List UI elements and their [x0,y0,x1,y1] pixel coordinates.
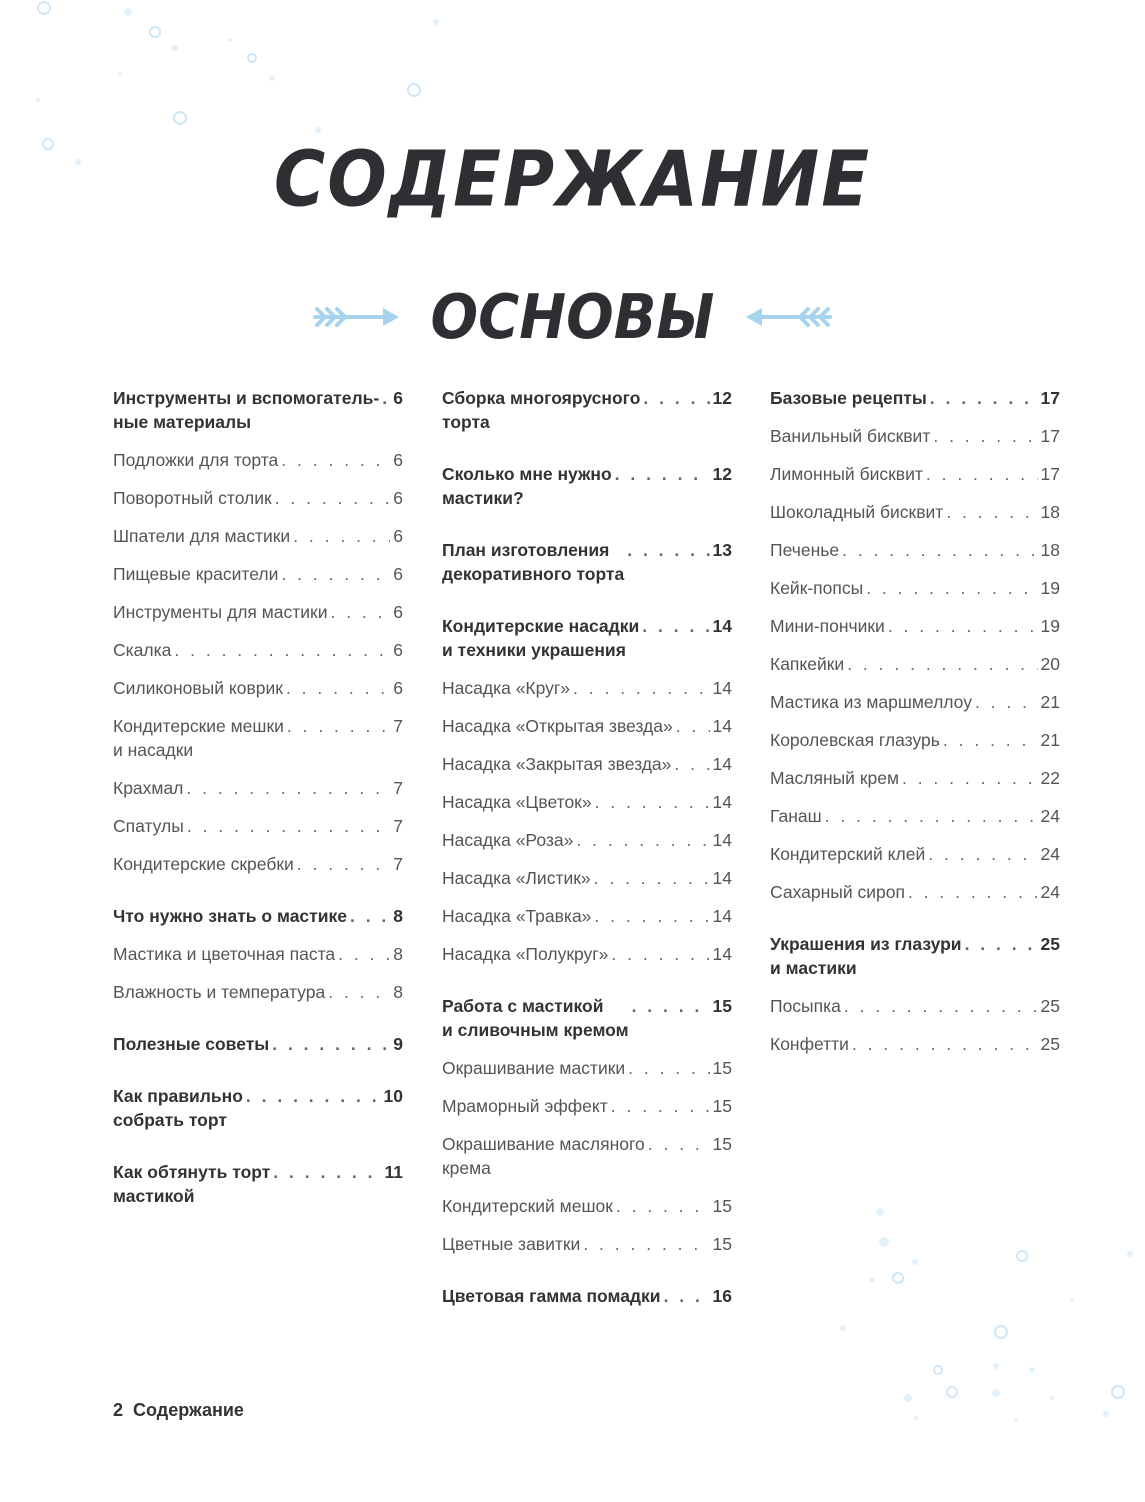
toc-entry-title: Скалка [113,640,172,660]
dot-leader [328,980,390,1004]
toc-entry-page: 6 [393,388,403,408]
dot-leader [943,728,1038,752]
toc-entry [113,852,403,876]
toc-entry-page: 24 [1040,882,1060,902]
dot-leader [287,714,390,738]
dot-leader [930,386,1038,410]
dot-leader [273,1160,381,1184]
toc-entry [113,942,403,966]
toc-entry-page: 15 [712,1058,732,1078]
toc-entry [442,1094,732,1118]
toc-entry-title: Кондитерские насадки и техники украшения [442,616,640,660]
toc-entry-page: 14 [712,868,732,888]
toc-entry [770,652,1060,676]
toc-entry [113,486,403,510]
toc-entry-title: Что нужно знать о мастике [113,906,347,926]
toc-entry-page: 24 [1040,844,1060,864]
arrow-right-icon [311,305,401,329]
dot-leader [583,1232,709,1256]
toc-entry-title: План изготовления декоративного торта [442,540,625,584]
dot-leader [648,1132,710,1156]
toc-entry-page: 8 [393,906,403,926]
dot-leader [286,676,390,700]
dot-leader [888,614,1038,638]
toc-entry-title: Ванильный бисквит [770,426,931,446]
dot-leader [975,690,1038,714]
toc-entry [442,1232,732,1256]
dot-leader [902,766,1038,790]
toc-entry-title: Королевская глазурь [770,730,940,750]
toc-entry-title: Инструменты для мастики [113,602,328,622]
toc-entry-title: Как правильно собрать торт [113,1086,243,1130]
page-number: 2 [113,1400,124,1420]
toc-entry-page: 8 [393,982,403,1002]
dot-leader [825,804,1038,828]
toc-entry-page: 7 [393,854,403,874]
toc-entry [442,1284,732,1308]
toc-entry-page: 19 [1040,578,1060,598]
toc-entry-page: 15 [712,1196,732,1216]
dot-leader [576,828,709,852]
toc-entry-page: 18 [1040,540,1060,560]
toc-entry [113,776,403,800]
toc-entry-title: Силиконовый коврик [113,678,283,698]
toc-entry [770,932,1060,980]
toc-entry [113,904,403,928]
dot-leader [186,776,390,800]
dot-leader [674,752,709,776]
toc-entry-title: Печенье [770,540,840,560]
dot-leader [908,880,1038,904]
toc-entry [113,638,403,662]
dot-leader [246,1084,381,1108]
toc-entry-page: 20 [1040,654,1060,674]
toc-entry [113,1084,403,1132]
toc-entry [770,766,1060,790]
toc-entry-page: 15 [712,1096,732,1116]
toc-entry [770,1032,1060,1056]
toc-entry-title: Подложки для торта [113,450,279,470]
toc-entry-title: Сколько мне нужно мастики? [442,464,612,508]
toc-entry-title: Полезные советы [113,1034,270,1054]
toc-entry [113,1160,403,1208]
toc-entry-title: Как обтянуть торт мастикой [113,1162,271,1206]
dot-leader [933,424,1037,448]
toc-entry-title: Кондитерские мешки и насадки [113,716,284,760]
dot-leader [281,448,390,472]
toc-entry-page: 7 [393,778,403,798]
toc-entry-page: 24 [1040,806,1060,826]
toc-entry-title: Капкейки [770,654,845,674]
toc-entry-page: 12 [712,464,732,484]
toc-entry-page: 10 [383,1086,403,1106]
toc-entry-page: 15 [712,1134,732,1154]
toc-entry-page: 18 [1040,502,1060,522]
toc-entry [442,676,732,700]
toc-entry-page: 25 [1040,934,1060,954]
toc-entry-title: Влажность и температура [113,982,326,1002]
dot-leader [174,638,390,662]
toc-entry-page: 12 [712,388,732,408]
dot-leader [676,714,710,738]
toc-entry [113,1032,403,1056]
toc-entry-page: 16 [712,1286,732,1306]
toc-entry-title: Кондитерский мешок [442,1196,613,1216]
toc-entry [442,386,732,434]
page-title: СОДЕРЖАНИЕ [273,133,872,225]
dot-leader [350,904,390,928]
toc-entry [113,524,403,548]
dot-leader [595,790,710,814]
toc-entry-page: 14 [712,716,732,736]
toc-entry [770,994,1060,1018]
toc-entry-title: Насадка «Круг» [442,678,571,698]
toc-entry [442,828,732,852]
toc-entry-page: 15 [712,996,732,1016]
toc-entry-title: Ганаш [770,806,822,826]
toc-entry-title: Окрашивание масляного крема [442,1134,645,1178]
toc-entry-title: Цветные завитки [442,1234,581,1254]
dot-leader [594,866,710,890]
toc-entry-title: Кейк-попсы [770,578,864,598]
toc-entry-page: 14 [712,754,732,774]
toc-entry-page: 14 [712,944,732,964]
dot-leader [928,842,1037,866]
toc-entry-title: Масляный крем [770,768,899,788]
toc-entry-title: Лимонный бисквит [770,464,923,484]
toc-entry-page: 17 [1040,388,1060,408]
toc-entry [442,752,732,776]
toc-entry-title: Пищевые красители [113,564,279,584]
toc-entry [113,448,403,472]
dot-leader [632,994,710,1018]
toc-entry [770,462,1060,486]
footer-label: Содержание [133,1400,244,1420]
toc-entry [113,676,403,700]
toc-entry-page: 14 [712,792,732,812]
toc-entry [442,614,732,662]
toc-entry [442,538,732,586]
toc-entry-title: Насадка «Открытая звезда» [442,716,673,736]
dot-leader [628,1056,709,1080]
toc-entry-title: Окрашивание мастики [442,1058,626,1078]
dot-leader [594,904,709,928]
dot-leader [926,462,1038,486]
toc-entry [770,424,1060,448]
toc-entry-page: 6 [393,678,403,698]
toc-entry-page: 17 [1040,464,1060,484]
toc-entry [442,994,732,1042]
toc-entry-page: 14 [712,830,732,850]
toc-entry-title: Сборка многоярусного торта [442,388,641,432]
dot-leader [611,1094,710,1118]
dot-leader [297,852,390,876]
toc-entry [770,804,1060,828]
toc-entry-page: 25 [1040,996,1060,1016]
toc-entry-page: 14 [712,616,732,636]
toc-entry-page: 19 [1040,616,1060,636]
toc-entry-title: Базовые рецепты [770,388,927,408]
toc-entry-page: 6 [393,564,403,584]
toc-entry-title: Украшения из глазури и мастики [770,934,962,978]
toc-entry [442,790,732,814]
toc-entry [770,386,1060,410]
toc-entry-title: Насадка «Травка» [442,906,592,926]
dot-leader [275,486,391,510]
toc-entry-page: 6 [393,450,403,470]
dot-leader [330,600,390,624]
toc-entry-title: Инструменты и вспомогатель- ные материалы [113,388,380,432]
toc-entry-page: 15 [712,1234,732,1254]
toc-entry-title: Кондитерские скребки [113,854,294,874]
toc-entry-page: 22 [1040,768,1060,788]
arrow-left-icon [744,305,834,329]
toc-entry [113,980,403,1004]
toc-entry [770,500,1060,524]
toc-entry-title: Насадка «Роза» [442,830,574,850]
toc-column-2 [442,386,732,1322]
toc-entry-title: Насадка «Листик» [442,868,591,888]
toc-entry-title: Насадка «Закрытая звезда» [442,754,672,774]
toc-entry [113,714,403,762]
dot-leader [844,994,1038,1018]
toc-entry-title: Мастика и цветочная паста [113,944,336,964]
toc-entry [770,842,1060,866]
toc-entry-title: Конфетти [770,1034,849,1054]
toc-entry [770,614,1060,638]
toc-entry [442,1194,732,1218]
toc-entry-title: Цветовая гамма помадки [442,1286,661,1306]
toc-entry-page: 9 [393,1034,403,1054]
toc-entry-title: Насадка «Полукруг» [442,944,609,964]
toc-entry-title: Поворотный столик [113,488,272,508]
toc-entry [113,814,403,838]
toc-entry-title: Посыпка [770,996,841,1016]
toc-entry-title: Шоколадный бисквит [770,502,944,522]
dot-leader [642,614,709,638]
toc-entry-page: 14 [712,906,732,926]
toc-entry-title: Крахмал [113,778,184,798]
toc-entry [770,538,1060,562]
dot-leader [616,1194,710,1218]
toc-entry-title: Работа с мастикой и сливочным кремом [442,996,629,1040]
toc-entry-page: 21 [1040,730,1060,750]
dot-leader [847,652,1037,676]
toc-entry [770,576,1060,600]
toc-entry [442,904,732,928]
toc-entry-page: 8 [393,944,403,964]
toc-entry-page: 7 [393,816,403,836]
dot-leader [187,814,390,838]
toc-entry [770,690,1060,714]
dot-leader [338,942,390,966]
toc-entry [442,942,732,966]
dot-leader [627,538,709,562]
toc-entry-page: 14 [712,678,732,698]
toc-entry-title: Мраморный эффект [442,1096,608,1116]
toc-entry [770,728,1060,752]
dot-leader [615,462,710,486]
dot-leader [573,676,710,700]
toc-entry-page: 7 [393,716,403,736]
toc-entry [442,714,732,738]
toc-entry [113,386,403,434]
toc-entry-title: Спатулы [113,816,184,836]
toc-entry-page: 6 [393,602,403,622]
toc-entry-page: 13 [712,540,732,560]
toc-entry-page: 17 [1040,426,1060,446]
dot-leader [611,942,709,966]
dot-leader [852,1032,1038,1056]
dot-leader [946,500,1037,524]
dot-leader [965,932,1038,956]
toc-column-3 [770,386,1060,1070]
toc-entry-title: Мастика из маршмеллоу [770,692,972,712]
page-footer [113,1400,244,1421]
toc-entry-page: 25 [1040,1034,1060,1054]
toc-entry-page: 6 [393,640,403,660]
dot-leader [866,576,1037,600]
toc-entry-page: 21 [1040,692,1060,712]
dot-leader [382,386,390,410]
toc-entry [442,1056,732,1080]
dot-leader [842,538,1037,562]
dot-leader [664,1284,710,1308]
toc-entry-title: Насадка «Цветок» [442,792,592,812]
toc-column-1 [113,386,403,1222]
toc-entry-page: 11 [384,1162,403,1182]
toc-entry [113,562,403,586]
dot-leader [272,1032,390,1056]
toc-entry-title: Сахарный сироп [770,882,905,902]
toc-entry [113,600,403,624]
section-header [0,282,1145,352]
toc-entry [442,866,732,890]
dot-leader [293,524,390,548]
toc-entry-title: Шпатели для мастики [113,526,291,546]
toc-entry [442,462,732,510]
toc-entry-page: 6 [393,488,403,508]
dot-leader [643,386,709,410]
toc-entry-page: 6 [393,526,403,546]
toc-entry [770,880,1060,904]
toc-entry-title: Кондитерский клей [770,844,926,864]
toc-entry [442,1132,732,1180]
dot-leader [281,562,390,586]
toc-entry-title: Мини-пончики [770,616,885,636]
section-title: ОСНОВЫ [430,281,715,353]
